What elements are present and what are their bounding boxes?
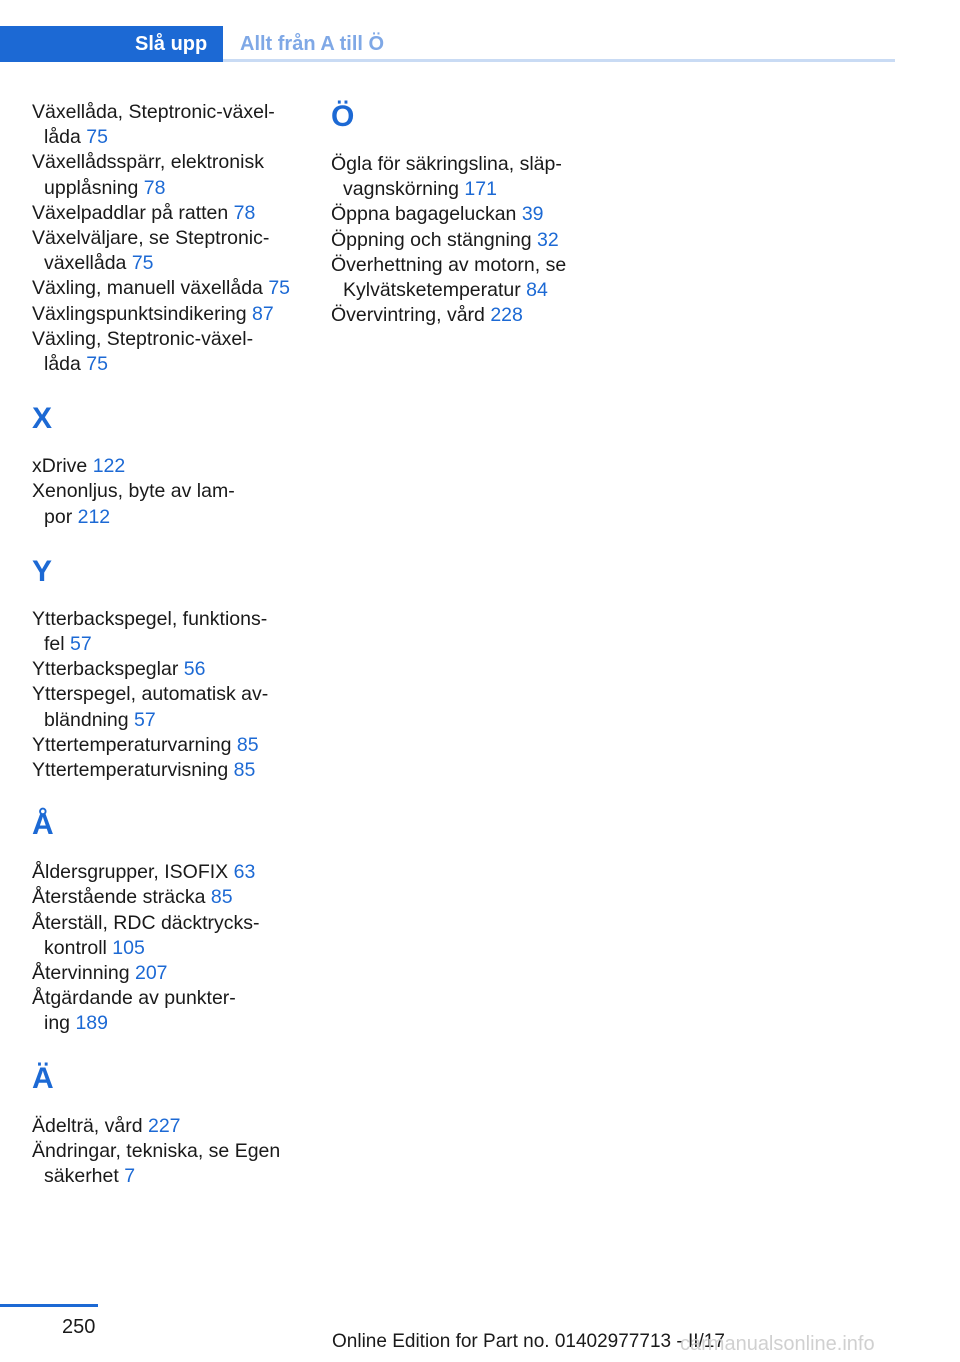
page-number: 250 — [62, 1316, 96, 1338]
index-section — [32, 402, 302, 530]
entry-term: Övervintring, vård — [331, 304, 485, 327]
page-link[interactable]: 105 — [112, 936, 145, 959]
page-link[interactable]: 171 — [464, 178, 497, 201]
entry-term: Åldersgrupper, ISOFIX — [32, 861, 229, 884]
top-navigation — [0, 0, 960, 62]
tab-sla-upp-label: Slå upp — [135, 33, 208, 55]
index-entry — [32, 986, 302, 1036]
index-entry — [32, 860, 302, 885]
page-link[interactable]: 57 — [134, 708, 156, 731]
index-entry — [32, 302, 302, 327]
page-link[interactable]: 7 — [124, 1165, 136, 1188]
page-link[interactable]: 75 — [131, 252, 154, 275]
section-letter: Ö — [331, 100, 355, 133]
index-entry — [32, 1114, 302, 1139]
index-entry — [32, 758, 302, 783]
page-link[interactable]: 57 — [70, 633, 92, 656]
page-link[interactable]: 32 — [537, 228, 559, 251]
index-entry — [32, 682, 302, 732]
entry-term: Yttertemperaturvarning — [32, 733, 232, 756]
page-link[interactable]: 75 — [86, 126, 108, 149]
page-link[interactable]: 189 — [75, 1012, 108, 1035]
entry-term: Återställ, RDC däcktrycks- kontroll — [32, 911, 260, 959]
entry-term: Öppna bagageluckan — [331, 203, 517, 226]
watermark: carmanualsonline.info — [680, 1333, 875, 1355]
index-entry — [331, 253, 601, 303]
entry-term: Växellådsspärr, elektronisk upplåsning — [32, 151, 264, 199]
index-entry — [331, 228, 601, 253]
edition-text: Online Edition for Part no. 01402977713 - II/17 — [332, 1331, 725, 1352]
section-letter: Ä — [32, 1061, 54, 1095]
entry-term: Återvinning — [32, 962, 130, 985]
index-entry — [32, 479, 302, 529]
index-entry — [32, 1139, 302, 1189]
index-column-left — [32, 100, 302, 1214]
entry-term: Åtgärdande av punkter- ing — [32, 987, 236, 1035]
page-link[interactable]: 75 — [86, 353, 108, 376]
entry-term: Yttertemperaturvisning — [32, 759, 229, 782]
page-link[interactable]: 85 — [236, 733, 259, 756]
entry-term: Ytterbackspegel, funktions- fel — [32, 607, 268, 656]
index-entry — [32, 911, 302, 961]
entry-term: Växelpaddlar på ratten — [32, 201, 229, 224]
entry-term: Ytterbackspeglar — [32, 658, 179, 681]
index-entry — [32, 327, 302, 377]
page-link[interactable]: 78 — [143, 176, 166, 199]
index-entry — [32, 454, 302, 479]
entry-term: Växlingspunktsindikering — [32, 302, 247, 325]
header-rule — [223, 59, 895, 62]
index-entry — [32, 201, 302, 226]
page-link[interactable]: 228 — [490, 304, 523, 327]
entry-term: Överhettning av motorn, se Kylvätsketemperatur — [331, 253, 567, 302]
index-entry — [32, 226, 302, 276]
index-section — [32, 808, 302, 1036]
index-section — [331, 100, 601, 328]
page-link[interactable]: 212 — [77, 505, 111, 528]
index-entry — [32, 885, 302, 910]
page-link[interactable]: 78 — [233, 201, 256, 224]
entry-term: Ytterspegel, automatisk av- bländning — [32, 683, 269, 731]
tab-allt-fran-a-till-o[interactable]: Allt från A till Ö — [240, 33, 385, 55]
index-section — [32, 555, 302, 783]
section-letter: X — [32, 402, 53, 436]
index-entry — [331, 303, 601, 328]
entry-term: Ändringar, tekniska, se Egen säkerhet — [32, 1139, 281, 1188]
index-entry — [32, 100, 302, 150]
page-link[interactable]: 85 — [210, 886, 233, 909]
entry-term: Ögla för säkringslina, släp- vagnskörning — [331, 153, 562, 201]
page-link[interactable]: 56 — [183, 658, 206, 681]
index-section — [32, 1062, 302, 1190]
section-letter: Å — [32, 808, 54, 842]
tab-sla-upp[interactable] — [0, 26, 223, 62]
entry-term: Växellåda, Steptronic-växel- låda — [32, 101, 275, 149]
index-entry — [331, 152, 601, 202]
entry-term: Återstående sträcka — [32, 886, 206, 909]
index-entry — [32, 961, 302, 986]
index-section — [32, 100, 302, 377]
footer-rule — [0, 1304, 98, 1307]
index-entry — [331, 202, 601, 227]
index-entry — [32, 276, 302, 301]
entry-term: Växelväljare, se Steptronic- växellåda — [32, 227, 270, 275]
index-entry — [32, 607, 302, 657]
page-link[interactable]: 85 — [233, 759, 256, 782]
page-link[interactable]: 227 — [147, 1114, 181, 1137]
page-link[interactable]: 87 — [252, 302, 274, 325]
page-link[interactable]: 122 — [92, 455, 126, 478]
index-entry — [32, 657, 302, 682]
page-link[interactable]: 75 — [268, 277, 291, 300]
entry-term: Öppning och stängning — [331, 228, 532, 251]
entry-term: Växling, Steptronic-växel- låda — [32, 327, 254, 376]
page-link[interactable]: 84 — [526, 279, 548, 302]
index-entry — [32, 733, 302, 758]
entry-term: xDrive — [32, 455, 88, 478]
entry-term: Växling, manuell växellåda — [32, 277, 263, 300]
page-link[interactable]: 63 — [233, 861, 256, 884]
page-link[interactable]: 39 — [521, 203, 544, 226]
page-link[interactable]: 207 — [134, 962, 168, 985]
index-entry — [32, 150, 302, 200]
entry-term: Xenonljus, byte av lam- por — [32, 480, 235, 528]
index-column-right — [331, 100, 601, 353]
section-letter: Y — [32, 554, 53, 588]
entry-term: Ädelträ, vård — [32, 1114, 143, 1137]
